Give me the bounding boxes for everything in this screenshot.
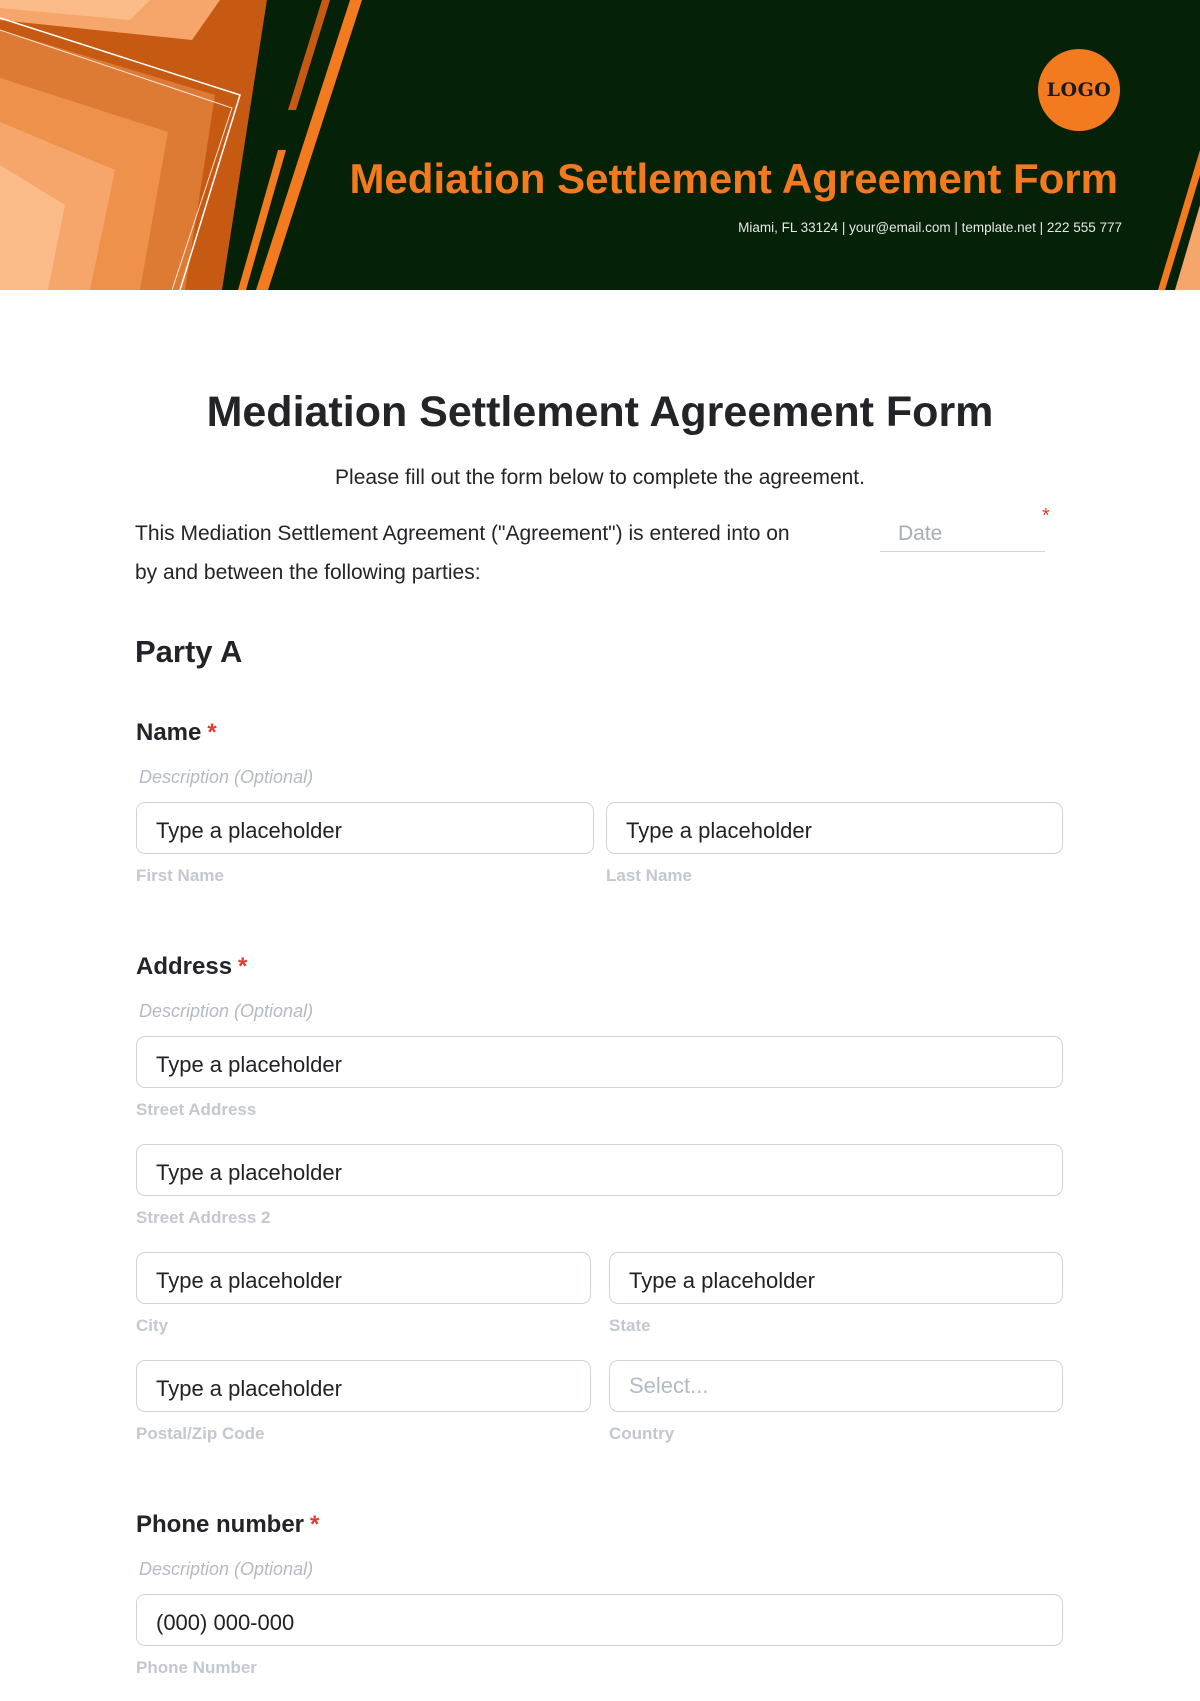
required-mark: * bbox=[310, 1511, 320, 1538]
address-description: Description (Optional) bbox=[139, 1001, 314, 1021]
section-title-party-a: Party A bbox=[135, 634, 243, 669]
logo: LOGO bbox=[1038, 49, 1120, 131]
page-subtitle: Please fill out the form below to complete the agreement. bbox=[335, 466, 865, 489]
last-name-sublabel: Last Name bbox=[606, 866, 692, 885]
street-address-input[interactable]: Type a placeholder bbox=[136, 1036, 1063, 1088]
name-description: Description (Optional) bbox=[139, 767, 314, 787]
zip-code-input[interactable]: Type a placeholder bbox=[136, 1360, 591, 1412]
date-required-mark: * bbox=[1042, 505, 1050, 527]
required-mark: * bbox=[207, 719, 217, 746]
state-sublabel: State bbox=[609, 1316, 651, 1335]
intro-text: This Mediation Settlement Agreement ("Agreement") is entered into on bbox=[135, 522, 790, 545]
first-name-input[interactable]: Type a placeholder bbox=[136, 802, 594, 854]
address-label bbox=[136, 953, 247, 981]
header-title: Mediation Settlement Agreement Form bbox=[349, 155, 1118, 202]
country-sublabel: Country bbox=[609, 1424, 675, 1443]
city-sublabel: City bbox=[136, 1316, 169, 1335]
name-label bbox=[136, 719, 217, 747]
phone-label bbox=[136, 1511, 319, 1539]
zip-code-sublabel: Postal/Zip Code bbox=[136, 1424, 265, 1443]
phone-label-text: Phone number bbox=[136, 1511, 305, 1538]
street-address-2-sublabel: Street Address 2 bbox=[136, 1208, 271, 1227]
first-name-sublabel: First Name bbox=[136, 866, 224, 885]
page-title: Mediation Settlement Agreement Form bbox=[206, 388, 994, 436]
intro-text-2: by and between the following parties: bbox=[135, 561, 481, 584]
country-select[interactable]: Select... bbox=[609, 1360, 1063, 1412]
header-contact-info: Miami, FL 33124 | your@email.com | template.net | 222 555 777 bbox=[738, 220, 1122, 235]
name-label-text: Name bbox=[136, 719, 202, 746]
phone-input[interactable]: (000) 000-000 bbox=[136, 1594, 1063, 1646]
address-label-text: Address bbox=[136, 953, 233, 980]
last-name-input[interactable]: Type a placeholder bbox=[606, 802, 1063, 854]
city-input[interactable]: Type a placeholder bbox=[136, 1252, 591, 1304]
phone-description: Description (Optional) bbox=[139, 1559, 314, 1579]
street-address-2-input[interactable]: Type a placeholder bbox=[136, 1144, 1063, 1196]
phone-sublabel: Phone Number bbox=[136, 1658, 257, 1677]
state-input[interactable]: Type a placeholder bbox=[609, 1252, 1063, 1304]
required-mark: * bbox=[238, 953, 248, 980]
header-banner bbox=[0, 0, 1200, 290]
header-decoration bbox=[0, 0, 1200, 290]
date-input[interactable]: Date bbox=[880, 522, 1045, 552]
street-address-sublabel: Street Address bbox=[136, 1100, 257, 1119]
